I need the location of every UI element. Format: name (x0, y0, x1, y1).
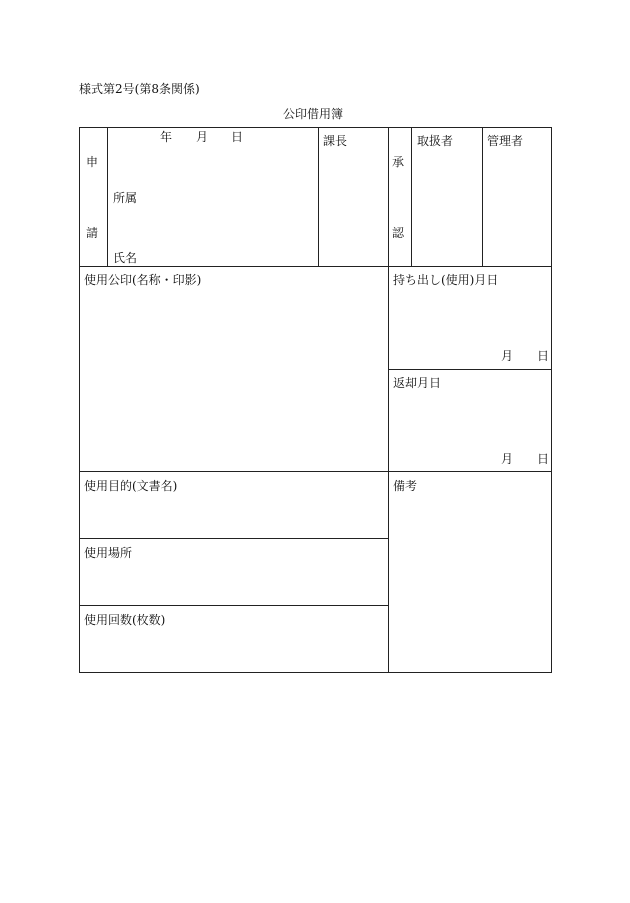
table-border-bottom (79, 672, 552, 673)
table-border-right (551, 127, 552, 673)
col-divider (318, 127, 319, 266)
application-label-top: 申 (86, 155, 99, 169)
form-number: 様式第2号(第8条関係) (79, 82, 200, 96)
application-day-label: 日 (231, 130, 244, 144)
remarks-label: 備考 (393, 479, 418, 493)
manager-label: 管理者 (487, 134, 524, 148)
seal-used-label: 使用公印(名称・印影) (84, 273, 202, 287)
approval-label-top: 承 (392, 155, 405, 169)
page-title: 公印借用簿 (283, 107, 344, 121)
application-year-label: 年 (160, 130, 173, 144)
col-divider (411, 127, 412, 266)
application-month-label: 月 (196, 130, 209, 144)
row-divider (79, 471, 552, 472)
usage-count-label: 使用回数(枚数) (84, 613, 166, 627)
return-month-label: 月 (501, 452, 514, 466)
application-label-bottom: 請 (86, 226, 99, 240)
section-chief-label: 課長 (323, 134, 348, 148)
place-label: 使用場所 (84, 546, 133, 560)
return-day-label: 日 (537, 452, 550, 466)
return-date-label: 返却月日 (393, 376, 442, 390)
row-divider (388, 369, 552, 370)
row-divider (79, 538, 389, 539)
purpose-label: 使用目的(文書名) (84, 479, 178, 493)
col-divider (482, 127, 483, 266)
applicant-name-label: 氏名 (113, 251, 138, 265)
takeout-date-label: 持ち出し(使用)月日 (393, 273, 499, 287)
department-label: 所属 (113, 191, 138, 205)
col-divider (107, 127, 108, 266)
row-divider (79, 266, 552, 267)
takeout-month-label: 月 (501, 349, 514, 363)
takeout-day-label: 日 (537, 349, 550, 363)
col-divider (388, 127, 389, 673)
table-border-left (79, 127, 80, 673)
approval-label-bottom: 認 (392, 226, 405, 240)
handler-label: 取扱者 (417, 134, 454, 148)
row-divider (79, 605, 389, 606)
